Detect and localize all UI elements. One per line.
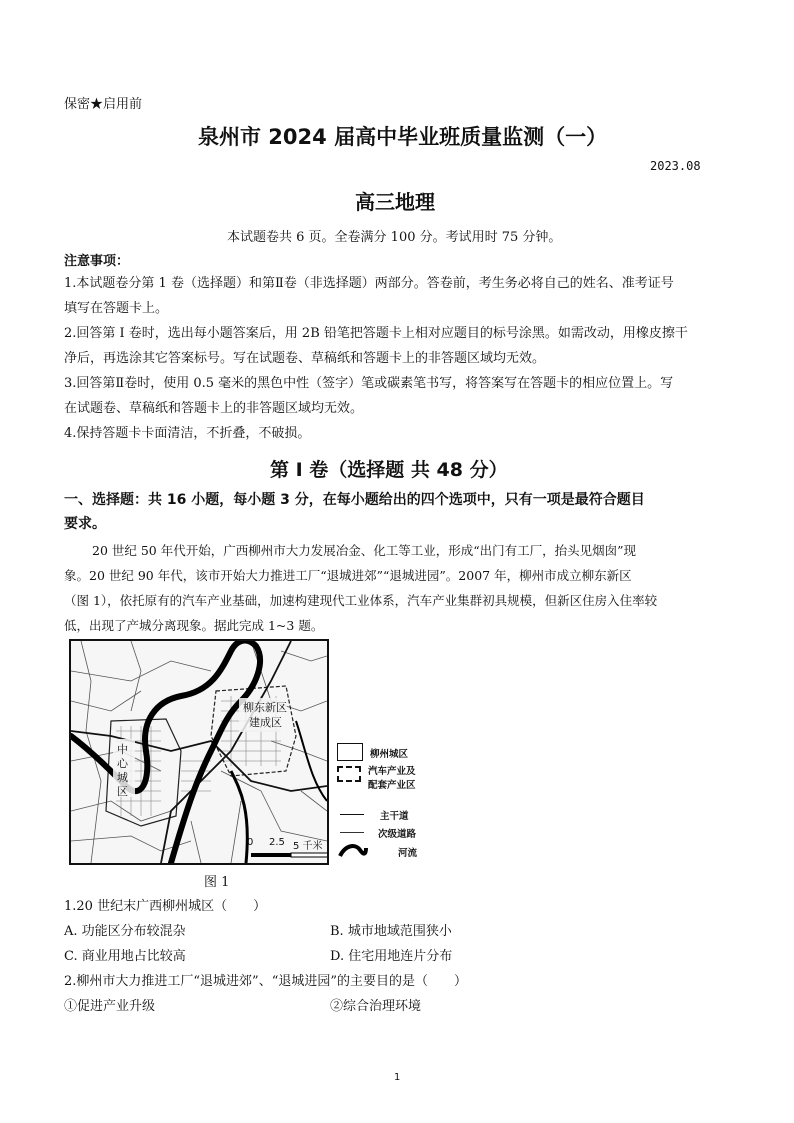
notice-line-6: 在试题卷、草稿纸和答题卡上的非答题区域均无效。 [64,401,364,416]
q2-stem: 2.柳州市大力推进工厂“退城进郊”、“退城进园”的主要目的是（ ） [64,974,467,989]
legend-auto-label-2: 配套产业区 [368,780,416,791]
notice-title: 注意事项： [64,254,130,269]
q2-option-2: ②综合治理环境 [330,999,422,1014]
notice-line-2: 填写在答题卡上。 [64,301,169,316]
q1-option-d: D. 住宅用地连片分布 [330,949,453,964]
exam-title: 泉州市 2024 届高中毕业班质量监测（一） [198,125,608,149]
map-label-center-2: 心 [117,757,128,770]
legend-secondary-road-label: 次级道路 [378,829,417,840]
legend-secondary-road-line [340,832,364,833]
q1-option-a: A. 功能区分布较混杂 [64,924,186,939]
notice-line-7: 4.保持答题卡卡面清洁，不折叠，不破损。 [64,426,311,441]
notice-line-3: 2.回答第 I 卷时，选出每小题答案后，用 2B 铅笔把答题卡上相对应题目的标号涂黑。如需改动，用橡皮擦干 [64,326,688,341]
figure-caption: 图 1 [204,875,230,890]
section-instruction-2: 要求。 [64,516,106,532]
scale-label-0: 0 [247,837,254,848]
map-label-new-district-2: 建成区 [249,716,282,729]
passage-line-4: 低，出现了产城分离现象。据此完成 1~3 题。 [64,618,324,633]
q2-option-1: ①促进产业升级 [64,999,156,1014]
scale-label-5: 5 千米 [293,841,323,852]
section-instruction-1: 一、选择题：共 16 小题，每小题 3 分，在每小题给出的四个选项中，只有一项是最符合题目 [64,492,645,508]
q1-stem: 1.20 世纪末广西柳州城区（ ） [64,899,267,914]
confidential-label: 保密★启用前 [64,97,143,112]
legend-urban-swatch [337,743,363,761]
legend-river-label: 河流 [398,848,418,859]
q1-option-c: C. 商业用地占比较高 [64,949,186,964]
map-drawing [71,641,327,863]
passage-line-3: （图 1），依托原有的汽车产业基础，加速构建现代工业体系，汽车产业集群初具规模，但新区住房入住率较 [64,593,658,608]
map-label-center-3: 城 [117,771,128,784]
legend-auto-swatch [337,766,361,782]
map-label-center-1: 中 [117,743,128,756]
notice-line-5: 3.回答第Ⅱ卷时，使用 0.5 毫米的黑色中性（签字）笔或碳素笔书写，将答案写在答题卡的相应位置上。写 [64,376,674,391]
page-number: 1 [394,1072,401,1083]
passage-line-2: 象。20 世纪 90 年代，该市开始大力推进工厂“退城进郊”“退城进园”。2007 年，柳州市成立柳东新区 [64,568,632,583]
legend-urban-label: 柳州城区 [370,749,409,760]
map-label-center-4: 区 [117,785,128,798]
notice-line-1: 1.本试题卷分第 1 卷（选择题）和第Ⅱ卷（非选择题）两部分。答卷前，考生务必将自己的姓名、准考证号 [64,276,674,291]
map-label-new-district-1: 柳东新区 [243,701,287,714]
legend-main-road-line [340,814,364,815]
liuzhou-map [69,639,329,865]
notice-line-4: 净后，再选涂其它答案标号。写在试题卷、草稿纸和答题卡上的非答题区域均无效。 [64,351,546,366]
exam-info: 本试题卷共 6 页。全卷满分 100 分。考试用时 75 分钟。 [227,230,562,245]
legend-river-icon [338,842,368,860]
subject-title: 高三地理 [355,190,435,214]
scale-label-25: 2.5 [269,837,285,848]
legend-main-road-label: 主干道 [380,811,409,822]
section-title: 第 I 卷（选择题 共 48 分） [270,459,508,481]
legend-auto-label-1: 汽车产业及 [368,766,416,777]
exam-date: 2023.08 [650,159,701,173]
q1-option-b: B. 城市地域范围狭小 [330,924,452,939]
passage-line-1: 20 世纪 50 年代开始，广西柳州市大力发展冶金、化工等工业，形成“出门有工厂，抬头见烟囱”现 [92,543,637,558]
